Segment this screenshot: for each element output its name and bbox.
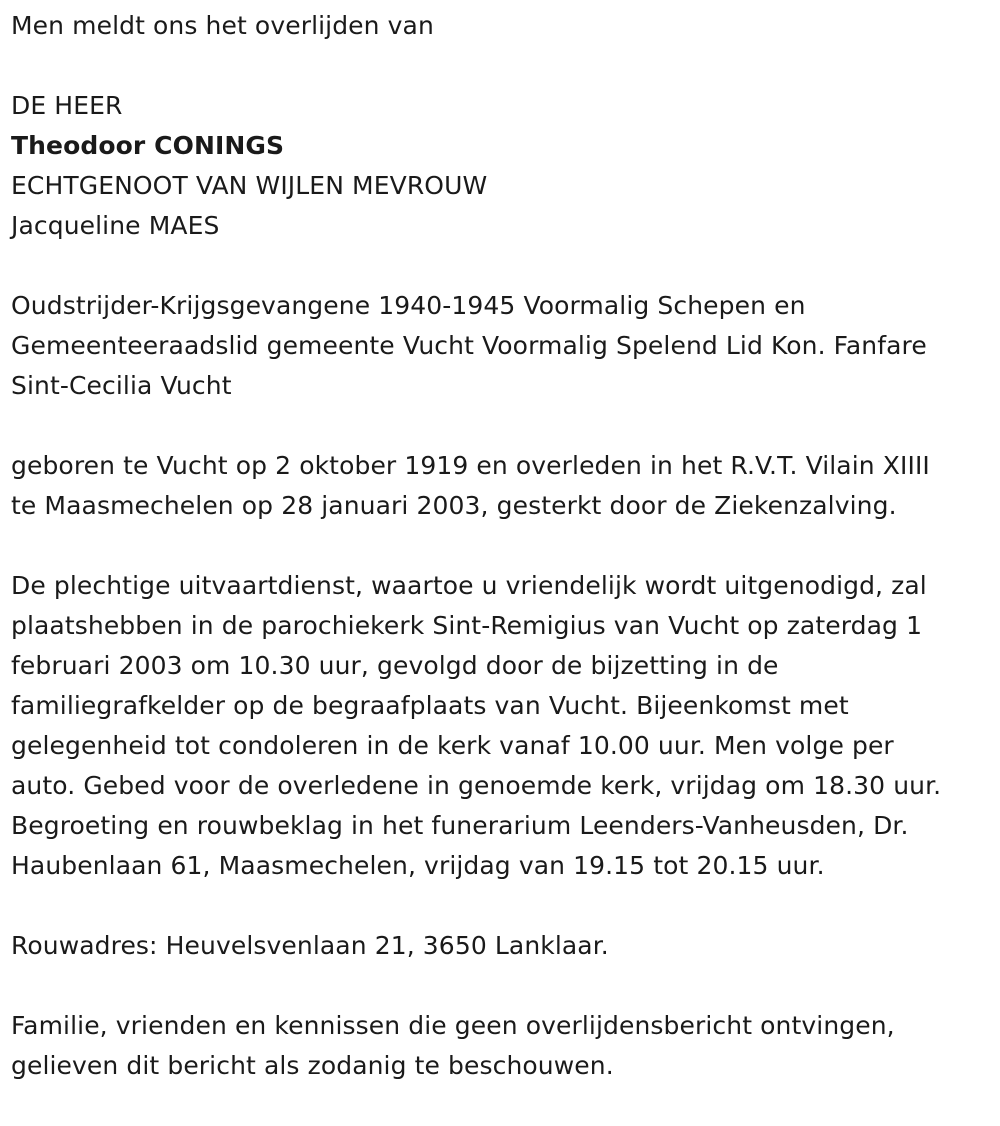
intro-text: Men meldt ons het overlijden van <box>11 11 434 40</box>
spacer <box>11 886 993 926</box>
paragraph-line: Familie, vrienden en kennissen die geen overlijdensbericht ontvingen, <box>11 1011 895 1040</box>
paragraph-line: Sint-Cecilia Vucht <box>11 371 232 400</box>
paragraph-line: Begroeting en rouwbeklag in het funerarium Leenders-Vanheusden, Dr. <box>11 811 909 840</box>
spacer <box>11 526 993 566</box>
mourning-address: Rouwadres: Heuvelsvenlaan 21, 3650 Lanklaar. <box>11 931 609 960</box>
spouse-name: Jacqueline MAES <box>11 211 220 240</box>
spacer <box>11 246 993 286</box>
paragraph-line: gelegenheid tot condoleren in de kerk vanaf 10.00 uur. Men volge per <box>11 731 894 760</box>
paragraph-line: familiegrafkelder op de begraafplaats van Vucht. Bijeenkomst met <box>11 691 849 720</box>
paragraph-line: februari 2003 om 10.30 uur, gevolgd door de bijzetting in de <box>11 651 779 680</box>
funeral-paragraph <box>11 566 993 886</box>
paragraph-line: Oudstrijder-Krijgsgevangene 1940-1945 Voormalig Schepen en <box>11 291 806 320</box>
relation-text: ECHTGENOOT VAN WIJLEN MEVROUW <box>11 171 488 200</box>
paragraph-line: Gemeenteeraadslid gemeente Vucht Voormalig Spelend Lid Kon. Fanfare <box>11 331 927 360</box>
paragraph-line: plaatshebben in de parochiekerk Sint-Remigius van Vucht op zaterdag 1 <box>11 611 923 640</box>
spacer <box>11 966 993 1006</box>
spacer <box>11 406 993 446</box>
paragraph-line: auto. Gebed voor de overledene in genoemde kerk, vrijdag om 18.30 uur. <box>11 771 942 800</box>
death-notice <box>11 0 993 1086</box>
closing-paragraph <box>11 1006 993 1086</box>
deceased-name: Theodoor CONINGS <box>11 131 285 160</box>
spacer <box>11 46 993 86</box>
honorific: DE HEER <box>11 91 123 120</box>
paragraph-line: geboren te Vucht op 2 oktober 1919 en overleden in het R.V.T. Vilain XIIII <box>11 451 930 480</box>
birth-death-paragraph <box>11 446 993 526</box>
paragraph-line: te Maasmechelen op 28 januari 2003, gesterkt door de Ziekenzalving. <box>11 491 897 520</box>
paragraph-line: gelieven dit bericht als zodanig te beschouwen. <box>11 1051 614 1080</box>
distinctions-paragraph <box>11 286 993 406</box>
paragraph-line: De plechtige uitvaartdienst, waartoe u vriendelijk wordt uitgenodigd, zal <box>11 571 927 600</box>
paragraph-line: Haubenlaan 61, Maasmechelen, vrijdag van 19.15 tot 20.15 uur. <box>11 851 825 880</box>
